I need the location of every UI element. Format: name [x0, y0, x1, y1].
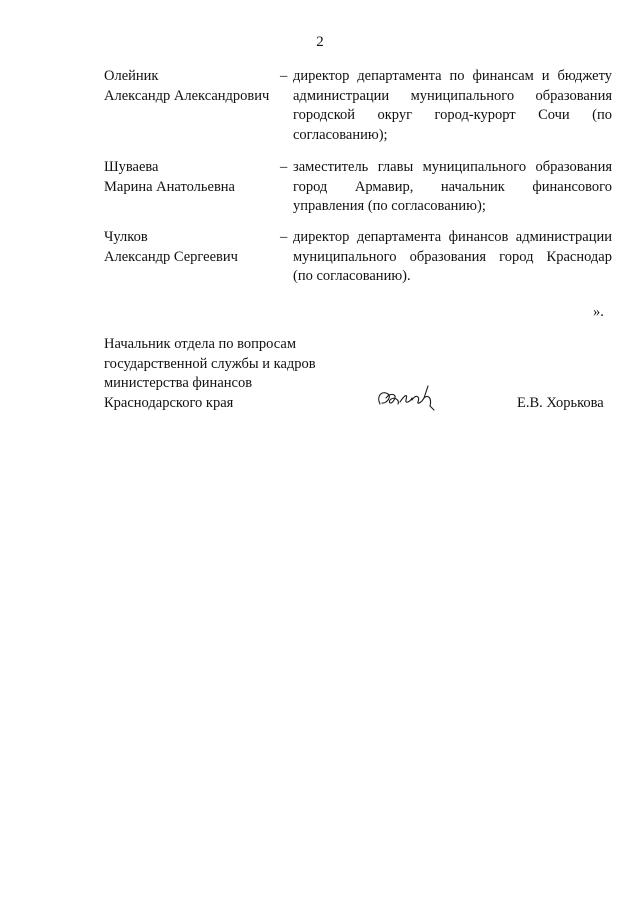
member-given-names: Александр Александрович — [104, 87, 270, 104]
signer-name: Е.В. Хорькова — [517, 395, 604, 411]
member-surname: Чулков — [104, 229, 148, 245]
closing-quote: ». — [593, 304, 604, 320]
member-name — [104, 228, 279, 267]
position-line: управления (по согласованию); — [293, 198, 486, 214]
member-given-names: Марина Анатольевна — [104, 178, 235, 195]
member-position — [293, 158, 612, 217]
signatory-title — [104, 335, 364, 413]
position-line: город Армавир, начальник финансового — [293, 178, 612, 195]
member-name — [104, 158, 279, 197]
position-line: заместитель главы муниципального образования — [293, 159, 612, 175]
member-name — [104, 67, 279, 106]
page-number: 2 — [316, 34, 324, 50]
position-line: директор департамента финансов администрации — [293, 229, 612, 245]
signatory-title-line: государственной службы и кадров — [104, 355, 316, 372]
position-line: городской округ город-курорт Сочи (по — [293, 107, 612, 123]
dash-separator: – — [280, 68, 288, 84]
dash-separator: – — [280, 229, 288, 245]
member-given-names: Александр Сергеевич — [104, 248, 238, 265]
position-line: согласованию); — [293, 126, 388, 143]
member-surname: Олейник — [104, 68, 159, 84]
member-position — [293, 228, 612, 287]
position-line: (по согласованию). — [293, 268, 411, 284]
member-position — [293, 67, 612, 145]
signatory-title-line: Начальник отдела по вопросам — [104, 336, 297, 352]
position-line: муниципального образования город Краснодар — [293, 248, 612, 265]
signatory-title-line: Краснодарского края — [104, 394, 234, 411]
position-line: администрации муниципального образования — [293, 87, 612, 104]
member-surname: Шуваева — [104, 159, 159, 175]
dash-separator: – — [280, 159, 288, 175]
position-line: директор департамента по финансам и бюджету — [293, 68, 612, 84]
handwritten-signature — [372, 378, 442, 414]
signatory-title-line: министерства финансов — [104, 375, 253, 391]
